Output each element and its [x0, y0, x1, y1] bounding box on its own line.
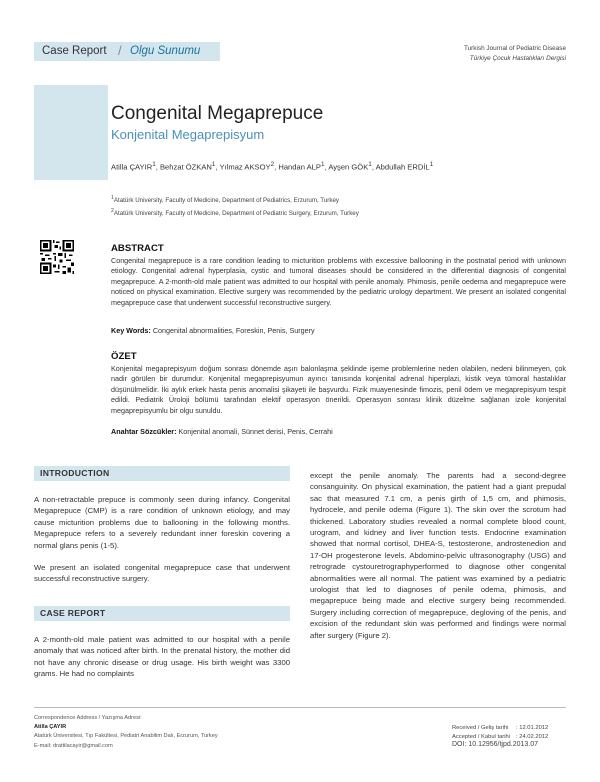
affiliation-2: $^2$Atatürk University, Faculty of Medicine, Department of Pediatric Surgery, Erzurum, Turkey: [111, 208, 359, 218]
doi[interactable]: DOI: 10.12956/tjpd.2013.07: [452, 741, 539, 749]
case-report-label: Case Report: [42, 45, 107, 57]
ozet-heading: ÖZET: [111, 351, 137, 362]
accepted-label: Accepted / Kabul tarihi: [452, 733, 511, 740]
case-report-paragraph-1: A 2-month-old male patient was admitted to our hospital with a penile anomaly that was noticed after birth. In the prenatal history, the mother did not have any chronic disease or drug usage. His birth weight was 3300 grams. He had no complaints: [34, 635, 290, 679]
journal-name: [464, 44, 566, 63]
title-accent-block: [34, 85, 108, 180]
accepted-date: : 24.02.2012: [516, 733, 549, 740]
footer-divider: [34, 707, 566, 708]
case-report-heading: CASE REPORT: [34, 606, 290, 621]
affiliations: [111, 193, 359, 219]
anahtar-value: Konjenital anomali, Sünnet derisi, Penis, Cerrahi: [178, 427, 333, 436]
ozet-text: Konjenital megaprepisyum doğum sonrası dönemde aşırı balonlaşma şeklinde işeme problemlerine neden olabilen, nedeni bilinmeyen, çok nadir görülen bir durumdur. Konjenital megaprepisyumun ayırıcı tanısında konjenital adrenal hiperplazi, kistik veya tümoral hastalıklar düşünülmelidir. İki aylık erkek hasta penis anomalisi şikayeti ile başvurdu. Fizik muayenesinde fimozis, penil ödem ve megaprepisyum tespit edildi. Pediatrik Üroloji bölümü tarafından elektif operasyon önerildi. Operasyon sonrası klinik düzelme sağlanan izole konjenital megaprepisyumlu bir olgu sunuldu.: [111, 364, 566, 415]
keywords-value: Congenital abnormalities, Foreskin, Penis, Surgery: [152, 326, 315, 335]
affiliation-1: $^1$Atatürk University, Faculty of Medicine, Department of Pediatrics, Erzurum, Turkey: [111, 195, 339, 205]
ozet-keywords: [111, 427, 333, 436]
article-subtitle: Konjenital Megaprepisyum: [111, 127, 265, 142]
received-label: Received / Geliş tarihi: [452, 725, 509, 731]
article-title: Congenital Megaprepuce: [111, 103, 324, 124]
type-separator: /: [118, 43, 122, 58]
anahtar-label: Anahtar Sözcükler:: [111, 427, 177, 436]
qr-code-icon[interactable]: [40, 240, 74, 274]
abstract-keywords: [111, 326, 315, 335]
introduction-heading: INTRODUCTION: [34, 466, 290, 481]
introduction-paragraph-2: We present an isolated congenital megaprepuce case that underwent successful reconstructive surgery.: [34, 563, 290, 584]
olgu-sunumu-label: Olgu Sunumu: [130, 45, 201, 57]
correspondence-label: Correspondence Address / Yazışma Adresi:: [34, 715, 142, 721]
correspondence-name: Atilla ÇAYIR: [34, 724, 67, 731]
journal-name-en: Turkish Journal of Pediatric Disease: [463, 45, 566, 52]
abstract-heading: ABSTRACT: [111, 243, 164, 254]
introduction-paragraph-1: A non-retractable prepuce is commonly seen during infancy. Congenital Megaprepuce (CMP) is a rare condition of unknown etiology, and may cause micturition problems due to ballooning in the following months. Megaprepuce refers to a severely redundant inner foreskin covering a normal glans penis (1-5).: [34, 495, 290, 550]
article-type-tab: [34, 42, 220, 61]
received-date: : 12.01.2012: [516, 725, 549, 731]
keywords-label: Key Words:: [111, 326, 151, 335]
correspondence-address: Atatürk Üniversitesi, Tıp Fakültesi, Pediatri Anabilim Dalı, Erzurum, Turkey: [34, 733, 218, 740]
correspondence-block: [34, 714, 218, 751]
dates-block: [452, 724, 550, 750]
correspondence-email[interactable]: E-mail: drattilacayir@gmail.com: [34, 742, 113, 749]
case-report-paragraph-2: except the penile anomaly. The parents had a second-degree consanguinity. On physical examination, the patient had a giant prepudal sac that measured 7.1 cm, a penis girth of 1,5 cm, and phimosis, hydrocele, and penile odema (Figure 1). The skin over the scrotum had thickened. Laboratory studies revealed a normal complete blood count, urogram, and kidney and liver function tests. Endocrine examination showed that normal cortisol, DHEA-S, testosterone, androstenedion and 17-OH progesterone levels. Abdomino-pelvic ultrasonography (USG) and retrograde cystouretrographyperformed to diagnose other congenital abnormalities were all normal. The patient was examined by a pediatric urologist that led to diagnoses of penile odema, phimosis, and megaprepuce being made and elective surgery being recommended. Surgery including correction of megaprepuce, degloving of the penis, and excision of the redundant skin was performed and findings were normal after surgery (Figure 2).: [310, 471, 566, 640]
journal-name-tr: Türkiye Çocuk Hastalıkları Dergisi: [469, 54, 566, 62]
abstract-text: Congenital megaprepuce is a rare condition leading to micturition problems with excessive ballooning in the postnatal period with unknown etiology. Congenital adrenal hyperplasia, cystic and tumoral diseases should be considered in the differential diagnosis of congenital megaprepuce. A 2-month-old male patient was admitted to our hospital with penile anomaly. Phimosis, penile oedema and megaprepuce were noticed on physical examination. Elective surgery was recommended by the pediatric urology department. We present an isolated congenital megaprepuce case that underwent successful reconstructive surgery.: [111, 256, 566, 307]
author-list: Atilla ÇAYIR$^1$, Behzat ÖZKAN$^1$, Yılmaz AKSOY$^2$, Handan ALP$^1$, Ayşen GÖK$^1$, Abdullah ERDİL$^1$: [111, 161, 434, 172]
